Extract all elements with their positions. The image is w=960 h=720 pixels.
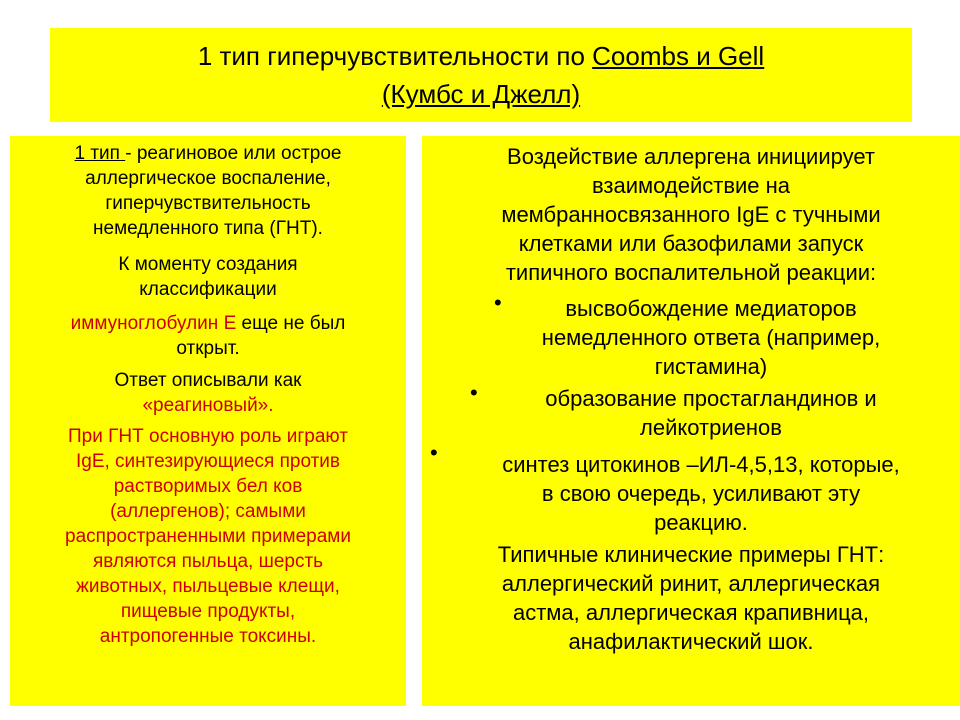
left-p5-line: При ГНТ основную роль играют	[68, 426, 348, 447]
left-p5-line: растворимых бел ков	[113, 476, 303, 497]
right-intro-line: Воздействие аллергена инициирует	[507, 144, 875, 169]
left-panel	[10, 136, 406, 706]
right-outro-line: аллергический ринит, аллергическая	[501, 571, 881, 596]
right-outro-line: астма, аллергическая крапивница,	[512, 600, 870, 625]
immunoglobulin-e-text: иммуноглобулин Е	[70, 313, 237, 334]
bullet-1-line: высвобождение медиаторов	[565, 296, 857, 321]
bullet-1-line: немедленного ответа (например,	[541, 325, 881, 350]
title-prefix: 1 тип гиперчувствительности по	[197, 41, 593, 71]
right-outro-line: Типичные клинические примеры ГНТ:	[497, 542, 885, 567]
left-p2-l2: классификации	[139, 279, 277, 300]
left-p2-l1: К моменту создания	[118, 254, 298, 275]
left-p5-line: пищевые продукты,	[120, 601, 296, 622]
left-p1-dash: - реагиновое или острое	[125, 143, 342, 164]
left-p1-l3: гиперчувствительность	[105, 193, 311, 214]
bullet-1-line: гистамина)	[654, 354, 768, 379]
left-p5-line: являются пыльца, шерсть	[92, 551, 324, 572]
bullet-3-line: в свою очередь, усиливают эту	[541, 481, 861, 506]
title-authors-link[interactable]: Coombs и Gell	[592, 41, 765, 71]
right-panel	[422, 136, 960, 706]
bullet-2-line: образование простагландинов и	[545, 386, 877, 411]
left-p1-l4: немедленного типа (ГНТ).	[93, 218, 323, 239]
left-p3-l1	[10, 312, 406, 336]
right-intro-line: взаимодействие на	[591, 173, 791, 198]
right-intro-line: типичного воспалительной реакции:	[505, 260, 877, 285]
title-panel	[50, 28, 912, 122]
left-p3-l2: открыт.	[176, 338, 240, 359]
title-line-2: (Кумбс и Джелл)	[381, 79, 581, 109]
left-p5-line: распространенными примерами	[65, 526, 351, 547]
left-p1-l1	[10, 142, 406, 166]
title-line-1	[50, 40, 912, 72]
right-intro-line: мембранносвязанного IgE с тучными	[501, 202, 881, 227]
bullet-icon: •	[494, 290, 502, 315]
right-outro-line: анафилактический шок.	[568, 629, 814, 654]
left-p4-l2: «реагиновый».	[142, 395, 274, 416]
bullet-3-line: реакцию.	[654, 510, 748, 535]
left-p5-line: (аллергенов); самыми	[110, 501, 306, 522]
left-p1-l2: аллергическое воспаление,	[85, 168, 331, 189]
left-p4-l1: Ответ описывали как	[114, 370, 302, 391]
bullet-icon: •	[470, 380, 478, 405]
left-p5-line: IgE, синтезирующиеся против	[75, 451, 341, 472]
bullet-icon: •	[430, 440, 438, 465]
bullet-3-line: синтез цитокинов –ИЛ-4,5,13, которые,	[502, 452, 900, 477]
type-1-label: 1 тип	[74, 143, 126, 164]
left-p5-line: антропогенные токсины.	[99, 626, 317, 647]
left-p3-rest: еще не был	[236, 313, 346, 334]
left-p5-line: животных, пыльцевые клещи,	[76, 576, 340, 597]
right-intro-line: клетками или базофилами запуск	[518, 231, 864, 256]
bullet-2-line: лейкотриенов	[640, 415, 782, 440]
